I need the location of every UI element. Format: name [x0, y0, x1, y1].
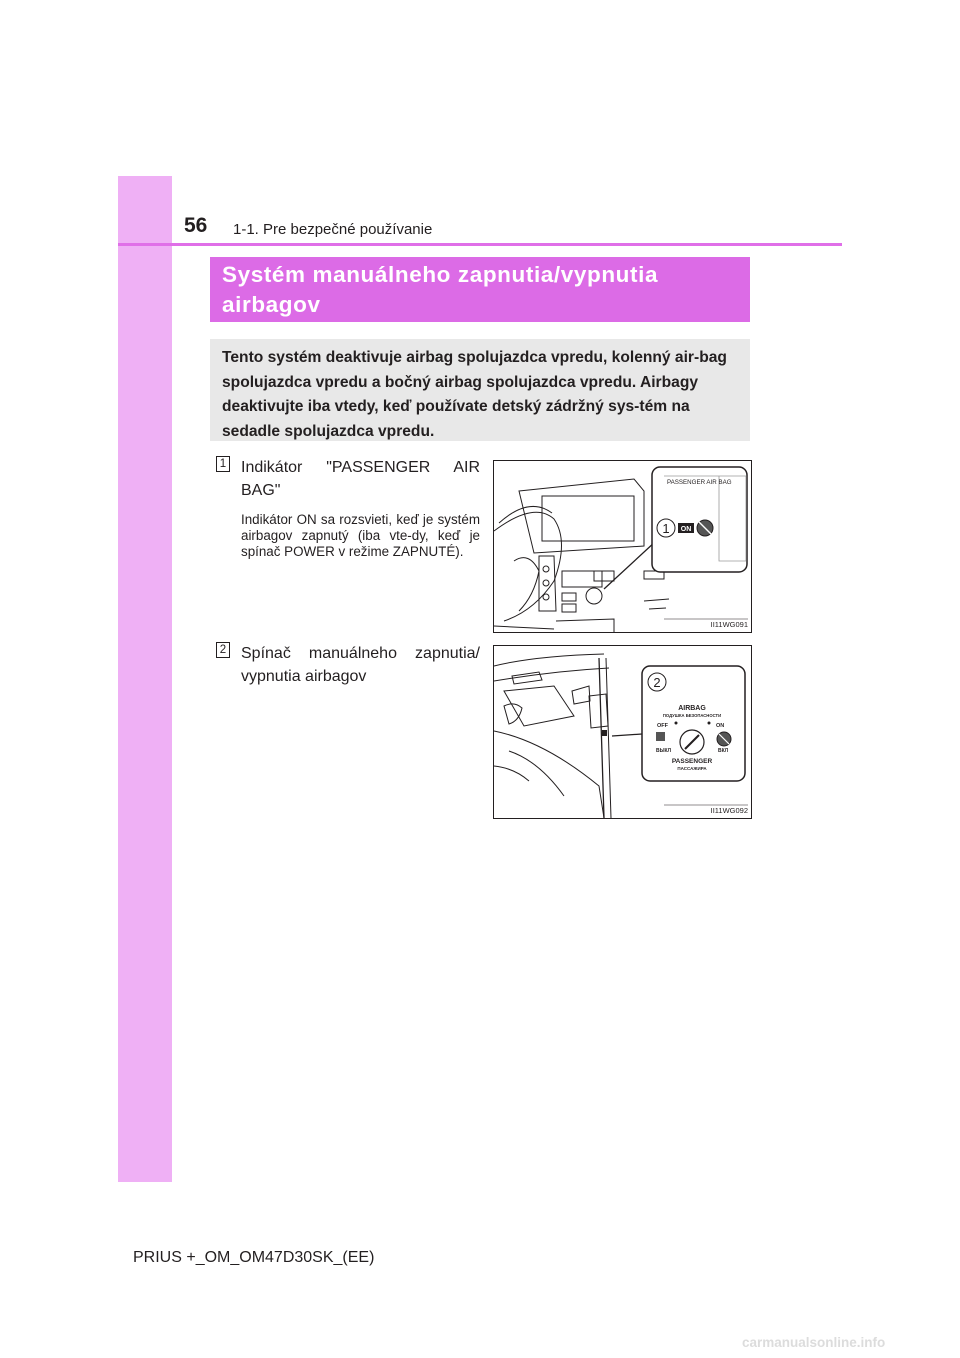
header-divider [118, 243, 842, 246]
page-title: Systém manuálneho zapnutia/vypnutia airbagov [210, 257, 750, 322]
callout-number: 2 [653, 675, 661, 690]
switch-title: AIRBAG [678, 705, 706, 712]
page-number: 56 [184, 214, 208, 237]
indicator-panel-label: PASSENGER AIR BAG [667, 479, 732, 486]
item-description: Indikátor ON sa rozsvieti, keď je systém airbagov zapnutý (iba vte-dy, keď je spínač POWER v režime ZAPNUTÉ). [241, 512, 480, 559]
switch-bottom-label: PASSENGER [671, 758, 713, 765]
callout-number: 1 [662, 521, 670, 536]
dashboard-illustration [494, 461, 751, 632]
figure-code: II11WG091 [710, 620, 748, 629]
switch-illustration [494, 646, 751, 818]
indicator-on-label: ON [680, 526, 692, 533]
item-number-badge: 1 [216, 456, 230, 472]
intro-box: Tento systém deaktivuje airbag spolujazdca vpredu, kolenný air-bag spolujazdca vpredu a bočný airbag spolujazdca vpredu. Airbagy deaktivujte iba vtedy, keď používate detský zádržný sys-tém na sedadle spolujazdca vpredu. [210, 339, 750, 441]
list-item-switch [216, 642, 480, 688]
figure-airbag-switch [493, 645, 752, 819]
figure-dashboard-indicator [493, 460, 752, 633]
item-title: Indikátor "PASSENGER AIR BAG" [241, 459, 480, 499]
section-header: 1-1. Pre bezpečné používanie [233, 221, 433, 238]
switch-on-label-ru: ВКЛ [718, 748, 729, 754]
list-item-indicator [216, 456, 480, 560]
figure-code: II11WG092 [710, 806, 748, 815]
switch-bottom-label-ru: ПАССАЖИРА [677, 766, 707, 771]
switch-off-label-ru: ВЫКЛ [656, 748, 672, 754]
item-number-badge: 2 [216, 642, 230, 658]
switch-on-label: ON [716, 723, 725, 729]
switch-off-label: OFF [657, 723, 668, 729]
airbag-off-pictogram-icon [656, 732, 665, 741]
item-title: Spínač manuálneho zapnutia/ vypnutia airbagov [241, 645, 480, 685]
watermark: carmanualsonline.info [742, 1335, 886, 1350]
switch-title-ru: ПОДУШКА БЕЗОПАСНОСТИ [662, 713, 722, 718]
footer-document-code: PRIUS +_OM_OM47D30SK_(EE) [133, 1249, 375, 1266]
side-band [118, 176, 172, 1182]
